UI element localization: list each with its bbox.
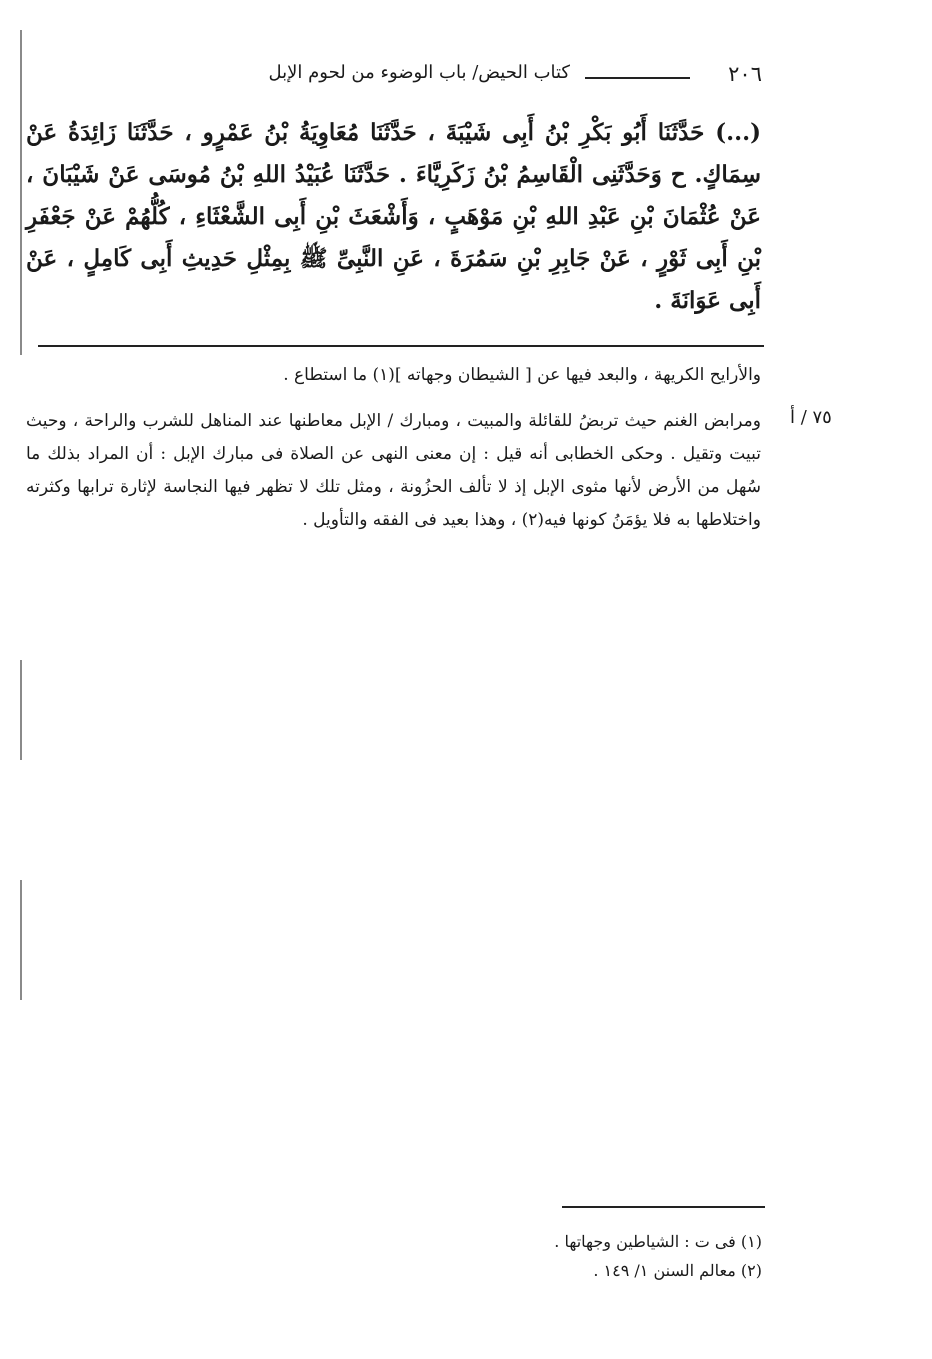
commentary-paragraph: ومرابض الغنم حيث تربضُ للقائلة والمبيت ، ومبارك / الإبل معاطنها عند المناهل للشرب والراحة ، وحيث تبيت وتقيل . وحكى الخطابى أنه قيل : إن معنى النهى عن الصلاة فى مبارك الإبل : أن المراد بذلك ما سُهل من الأرض لأنها مثوى الإبل إذ لا تألف الحزُونة ، ومثل تلك لا تظهر فيها النجاسة لإثارة ترابها وكثرته واختلاطها به فلا يؤمَنُ كونها فيه(٢) ، وهذا بعيد فى الفقه والتأويل . (26, 411, 761, 530)
commentary-line: والأرايح الكريهة ، والبعد فيها عن [ الشيطان وجهاته ](١) ما استطاع . (283, 365, 761, 385)
footnotes (362, 1227, 762, 1285)
page-header (22, 62, 762, 94)
hadith-text: (...) حَدَّثَنَا أَبُو بَكْرِ بْنُ أَبِى شَيْبَةَ ، حَدَّثَنَا مُعَاوِيَةُ بْنُ عَمْرٍو ، حَدَّثَنَا زَائِدَةُ عَنْ سِمَاكٍ. ح وَحَدَّثَنِى الْقَاسِمُ بْنُ زَكَرِيَّاءَ . حَدَّثَنَا عُبَيْدُ اللهِ بْنُ مُوسَى عَنْ شَيْبَانَ ، عَنْ عُثْمَانَ بْنِ عَبْدِ اللهِ بْنِ مَوْهَبٍ ، وَأَشْعَثَ بْنِ أَبِى الشَّعْثَاءِ ، كُلُّهُمْ عَنْ جَعْفَرِ بْنِ أَبِى ثَوْرٍ ، عَنْ جَابِرِ بْنِ سَمُرَةَ ، عَنِ النَّبِىِّ ﷺ بِمِثْلِ حَدِيثِ أَبِى كَامِلٍ ، عَنْ أَبِى عَوَانَةَ . (26, 119, 761, 314)
footnote-1: (١) فى ت : الشياطين وجهاتها . (554, 1232, 762, 1251)
page-number: ٢٠٦ (728, 62, 762, 86)
section-divider (38, 345, 764, 347)
left-margin-rule (20, 660, 22, 760)
left-margin-rule (20, 880, 22, 1000)
footnote-divider (562, 1206, 765, 1208)
header-rule (585, 77, 690, 79)
manuscript-folio-ref: ٧٥ / أ (790, 407, 832, 428)
running-title: كتاب الحيض/ باب الوضوء من لحوم الإبل (268, 62, 570, 83)
footnote-2: (٢) معالم السنن ١/ ١٤٩ . (593, 1261, 762, 1280)
